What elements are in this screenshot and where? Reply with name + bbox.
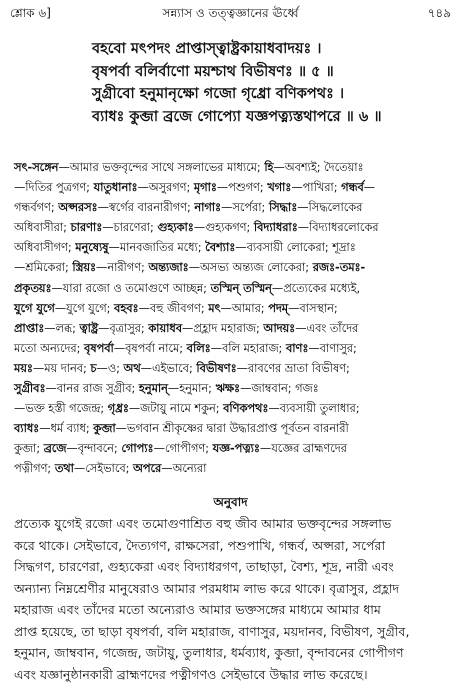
verse-reference: শ্লোক ৬] <box>10 6 51 20</box>
sanskrit-term: বহবঃ <box>114 301 139 315</box>
word-meaning-line: অধিবাসীরা; চারণাঃ—চারণেরা; গুহ্যকাঃ—গুহ্যকগণ; বিদ্যাধরাঃ—বিদ্যাধরলোকের <box>14 221 379 235</box>
sanskrit-term: হি <box>264 161 274 174</box>
sanskrit-term: খগাঃ <box>267 181 292 195</box>
sanskrit-term: গৃধ্রঃ <box>107 402 129 416</box>
sanskrit-term: গুহ্যকাঃ <box>157 221 194 235</box>
word-meaning-line: —দিতির পুত্রগণ; যাতুধানাঃ—অসুরগণ; মৃগাঃ—পশুগণ; খগাঃ—পাখিরা; গন্ধর্ব— <box>14 181 376 195</box>
sanskrit-term: বৃষপর্বা <box>84 341 114 355</box>
sanskrit-term: চারণাঃ <box>70 221 103 235</box>
sanskrit-term: রজঃ-তমঃ- <box>312 261 366 275</box>
sanskrit-term: কুব্জা <box>93 422 116 436</box>
sanskrit-term: নাগাঃ <box>194 201 222 215</box>
chapter-title: সন্ন্যাস ও তত্ত্বজ্ঞানের ঊর্ধ্বে <box>162 6 299 20</box>
sanskrit-term: গন্ধর্ব <box>341 181 364 195</box>
sanskrit-term: সিদ্ধাঃ <box>268 201 298 215</box>
sanskrit-term: বিভীষণঃ <box>196 361 237 375</box>
sanskrit-term: প্রকৃতয়ঃ <box>14 281 52 295</box>
sanskrit-term: অপ্সরসঃ <box>58 201 98 215</box>
sanskrit-term: বৈশ্যাঃ <box>205 241 236 255</box>
translation-line: হনুমান, জাম্ববান, গজেন্দ্র, জটায়ু, তুলাধার, ধর্মব্যাধ, কুব্জা, বৃন্দাবনের গোপীগণ <box>14 645 404 660</box>
sanskrit-term: তথা <box>54 462 74 476</box>
translation-text <box>14 513 451 685</box>
sanskrit-term: বলিঃ <box>186 341 211 355</box>
sanskrit-term: যাতুধানাঃ <box>93 181 138 195</box>
word-meanings <box>14 158 451 480</box>
sanskrit-term: হনুমান্ <box>138 382 168 396</box>
sanskrit-term: ত্বাষ্ট্র <box>79 321 99 335</box>
sanskrit-term: বিদ্যাধরাঃ <box>253 221 298 235</box>
word-meaning-line: ময়ঃ—ময় দানব; চ—ও; অথ—এইভাবে; বিভীষণঃ—রাবণের ভ্রাতা বিভীষণ; <box>14 361 350 375</box>
sanskrit-term: চ <box>90 361 97 375</box>
sanskrit-term: স্ত্রিয়ঃ <box>72 261 97 275</box>
page-header <box>10 6 451 24</box>
word-meaning-line: প্রকৃতয়ঃ—যারা রজো ও তমোগুণে আচ্ছন্ন; তস্মিন্ তস্মিন্—প্রত্যেকের মধ্যেই, <box>14 281 361 295</box>
sanskrit-term: মৎ <box>208 301 221 315</box>
sanskrit-term: গোপ্যঃ <box>121 442 154 456</box>
word-meaning-line: —শ্রমিকেরা; স্ত্রিয়ঃ—নারীগণ; অন্ত্যজাঃ—অসভ্য অন্ত্যজ লোকেরা; রজঃ-তমঃ- <box>14 261 366 275</box>
sanskrit-term: মৃগাঃ <box>193 181 217 195</box>
word-meaning-line: গন্ধর্বগণ; অপ্সরসঃ—স্বর্গের বারনারীগণ; নাগাঃ—সর্পেরা; সিদ্ধাঃ—সিদ্ধলোকের <box>14 201 363 215</box>
sanskrit-term: ব্রজে <box>43 442 67 456</box>
sanskrit-term: অপরে <box>133 462 162 476</box>
word-meaning-line: সুগ্রীবঃ—বানর রাজ সুগ্রীব; হনুমান্—হনুমান; ঋক্ষঃ—জাম্ববান; গজঃ <box>14 382 319 396</box>
sanskrit-term: মনুষ্যেষু <box>75 241 109 255</box>
translation-heading: অনুবাদ <box>213 495 248 509</box>
page-number: ৭৪৯ <box>427 6 451 20</box>
sanskrit-term: ময়ঃ <box>14 361 33 375</box>
verse-line: ব্যাধঃ কুব্জা ব্রজে গোপ্যো যজ্ঞপত্ন্যস্তথাপরে ॥ ৬ ॥ <box>92 108 382 125</box>
word-meaning-line: পত্নীগণ; তথা—সেইভাবে; অপরে—অন্যেরা <box>14 462 207 476</box>
sanskrit-term: বণিকপথঃ <box>223 402 269 416</box>
translation-line: করে থাকে। সেইভাবে, দৈত্যগণ, রাক্ষসেরা, পশুপাখি, গন্ধর্ব, অপ্সরা, সর্পেরা <box>14 537 386 553</box>
sanskrit-term: সৎ-সঙ্গেন <box>14 161 59 174</box>
word-meaning-line: প্রাপ্তাঃ—লব্ধ; ত্বাষ্ট্র—বৃত্রাসুর; কায়াধব—প্রহ্লাদ মহারাজ; আদয়ঃ—এবং তাঁদের <box>14 321 359 335</box>
sanskrit-term: আদয়ঃ <box>263 321 296 335</box>
sanskrit-term: যুগে যুগে <box>14 301 55 315</box>
sanskrit-term: ঋক্ষঃ <box>215 382 241 396</box>
sanskrit-term: সুগ্রীবঃ <box>14 382 46 396</box>
translation-line: সিদ্ধগণ, চারণেরা, গুহ্যকেরা এবং বিদ্যাধরগণ, তাছাড়া, বৈশ্য, শূদ্র, নারী এবং <box>14 559 394 574</box>
word-meaning-line: কুব্জা; ব্রজে—বৃন্দাবনে; গোপ্যঃ—গোপীগণ; যজ্ঞ-পত্ন্যঃ—যজ্ঞের ব্রাহ্মণদের <box>14 442 347 456</box>
sanskrit-term: পদম্ <box>268 301 289 315</box>
word-meaning-line: সৎ-সঙ্গেন—আমার ভক্তবৃন্দের সাথে সঙ্গলাভের মাধ্যমে; হি—অবশ্যই; দৈতেয়াঃ <box>14 161 364 174</box>
word-meaning-line: —ভক্ত হস্তী গজেন্দ্র; গৃধ্রঃ—জটায়ু নামে শকুন; বণিকপথঃ—ব্যবসায়ী তুলাধার; <box>14 402 360 416</box>
verse-line: সুগ্রীবো হনুমানৃক্ষো গজো গৃধ্রো বণিকপথঃ । <box>92 86 345 102</box>
sanskrit-verse <box>92 38 451 128</box>
word-meaning-line: যুগে যুগে—যুগে যুগে; বহবঃ—বহু জীবগণ; মৎ—আমার; পদম্—বাসস্থান; <box>14 301 338 315</box>
sanskrit-term: যজ্ঞ-পত্ন্যঃ <box>212 442 260 456</box>
word-meaning-line: ব্যাধঃ—ধর্ম ব্যাধ; কুব্জা—ভগবান শ্রীকৃষ্ণের দ্বারা উদ্ধারপ্রাপ্ত পূর্বতন বারনারী <box>14 422 349 436</box>
verse-line: বহবো মৎপদং প্রাপ্তাস্ত্বাষ্ট্রকায়াধবাদয়ঃ । <box>92 41 322 57</box>
sanskrit-term: অথ <box>123 361 141 375</box>
word-meaning-line: মতো অন্যদের; বৃষপর্বা—বৃষপর্বা নামে; বলিঃ—বলি মহারাজ; বাণঃ—বাণাসুর; <box>14 341 357 355</box>
translation-line: প্রত্যেক যুগেই রজো এবং তমোগুণাশ্রিত বহু জীব আমার ভক্তবৃন্দের সঙ্গলাভ <box>14 516 392 531</box>
sanskrit-term: বাণঃ <box>285 341 309 355</box>
translation-line: অন্যান্য নিম্নশ্রেণীর মানুষেরাও আমার পরমধাম লাভ করে থাকে। বৃত্রাসুর, প্রহ্লাদ <box>14 580 400 596</box>
verse-line: বৃষপর্বা বলির্বাণো ময়শ্চাথ বিভীষণঃ ॥ ৫ ॥ <box>92 63 334 80</box>
translation-line: প্রাপ্ত হয়েছে, তা ছাড়া বৃষপর্বা, বলি মহারাজ, বাণাসুর, ময়দানব, বিভীষণ, সুগ্রীব, <box>14 623 410 639</box>
translation-line: মহারাজ এবং তাঁদের মতো অন্যেরাও আমার ভক্তসঙ্গের মাধ্যমে আমার ধাম <box>14 602 381 617</box>
sanskrit-term: প্রাপ্তাঃ <box>14 321 45 335</box>
sanskrit-term: অন্ত্যজাঃ <box>148 261 189 275</box>
sanskrit-term: ব্যাধঃ <box>14 422 40 436</box>
sanskrit-term: কায়াধব <box>148 321 183 335</box>
word-meaning-line: অধিবাসীগণ; মনুষ্যেষু—মানবজাতির মধ্যে; বৈশ্যাঃ—ব্যবসায়ী লোকেরা; শূদ্রাঃ <box>14 241 356 255</box>
sanskrit-term: তস্মিন্ তস্মিন্ <box>210 281 272 295</box>
translation-line: এবং যজ্ঞানুষ্ঠানকারী ব্রাহ্মণদের পত্নীগণও সেইভাবে উদ্ধার লাভ করেছে। <box>14 666 368 682</box>
